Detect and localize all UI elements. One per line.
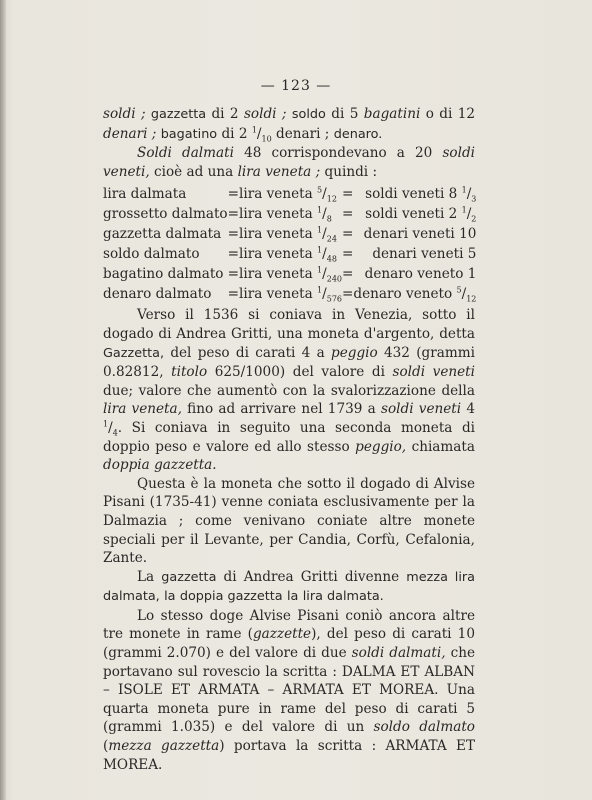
fraction-num: 1 (461, 185, 467, 195)
p1-t1: Verso il 1536 si coniava in Venezia, sotto il dogado di Andrea Gritti, una moneta d'argento, detta (103, 307, 475, 342)
page-number: — 123 — (260, 78, 332, 94)
lira-label: lira veneta (239, 266, 313, 283)
intro-s6: quindi : (324, 163, 378, 180)
table-row (103, 184, 476, 204)
p1-t10: lira veneta, (103, 401, 182, 418)
intro-w10: bagatino (160, 126, 218, 142)
p1-t20: doppia gazzetta. (103, 457, 217, 474)
intro-paragraph (103, 105, 475, 144)
venetian-value: lira veneta $^1/_{24}$ (239, 225, 337, 244)
fraction-num: 5 (317, 185, 323, 195)
p3-t8: lira dalmata. (302, 589, 384, 605)
fraction-den: 240 (326, 274, 343, 284)
fraction-num: 1 (317, 265, 323, 275)
fraction-den: 12 (326, 194, 337, 204)
intro-w14: 10 (261, 134, 272, 144)
coin-name: grossetto dalmato (103, 206, 228, 223)
p4-t3: ), del peso di carati 10 (grammi 2.070) e del valore di due (103, 626, 475, 662)
fraction-den: 576 (326, 294, 343, 304)
fraction-num: 1 (317, 205, 323, 215)
p4-t6: soldo dalmato (373, 719, 475, 736)
fraction-num: 1 (317, 245, 323, 255)
fraction-num: 1 (317, 225, 323, 235)
intro-w2: gazzetta (150, 107, 207, 122)
intro-w6: di 5 (331, 106, 359, 122)
equivalence-table (103, 184, 476, 304)
intro-w8: o di 12 (425, 106, 475, 122)
p4-t9: ) portava la scritta : ARMATA ET MOREA. (103, 738, 476, 773)
lira-label: lira veneta (239, 186, 313, 203)
table-row (103, 204, 476, 224)
intro-w12: 1 (251, 125, 257, 135)
p3-t6: doppia gazzetta (179, 589, 283, 605)
fraction-den: 48 (326, 254, 337, 264)
intro-w1: soldi ; (103, 106, 146, 122)
table-row (103, 284, 476, 304)
table-row (103, 264, 476, 284)
equals-sign: = (342, 206, 354, 223)
coin-name: denaro dalmato (103, 286, 212, 303)
intro-w9: denari ; (103, 125, 157, 142)
sub-label: denaro veneto (353, 286, 453, 303)
intro-s2: 48 corrispondevano a 20 (244, 145, 433, 162)
p1-t19: chiamata (411, 438, 475, 455)
coin-name: bagatino dalmato (103, 266, 224, 283)
sub-label: soldi veneti 8 (365, 186, 458, 203)
equals-sign: = (342, 286, 354, 303)
sub-value (353, 244, 476, 264)
p1-t9: due; valore che aumentò con la svalorizzazione della (103, 382, 475, 399)
venetian-value: lira veneta $^5/_{12}$ (239, 185, 337, 204)
sub-label: denari veneti 5 (372, 246, 477, 263)
table-row (103, 244, 476, 264)
intro-w13: / (256, 125, 262, 142)
lira-label: lira veneta (239, 286, 313, 303)
fraction-den: 8 (326, 214, 332, 224)
book-spine-shadow (0, 0, 6, 800)
p1-t13: 4 (466, 401, 475, 418)
p1-t8: soldi veneti (392, 364, 475, 381)
p4-t7: ( (103, 738, 109, 755)
sub-label: denaro veneto 1 (364, 266, 477, 283)
intro-w15: denari ; (276, 125, 330, 142)
lira-label: lira veneta (239, 206, 313, 223)
p3-t5: la (164, 589, 176, 605)
paragraph-pisani (103, 475, 475, 568)
equals-sign: = (342, 186, 354, 203)
p3-t1: La (137, 568, 155, 585)
intro-w4: soldi ; (243, 106, 287, 122)
p1-t18: peggio, (355, 438, 407, 455)
fraction-num: 1 (317, 285, 323, 295)
intro-w5: soldo (291, 107, 326, 122)
p1-t4: peggio (331, 344, 378, 361)
paragraph-gazzetta (103, 306, 475, 474)
table-row (103, 224, 476, 244)
sub-label: soldi veneti 2 (365, 206, 458, 223)
p1-t7: 625/1000) del valore di (214, 364, 385, 381)
sub-value: soldi veneti 2 $^1/_2$ (365, 205, 477, 224)
intro-s1: Soldi dalmati (137, 145, 234, 162)
sub-value: soldi veneti 8 $^1/_3$ (365, 185, 477, 204)
coin-name: lira dalmata (103, 186, 187, 203)
p1-t16: 4 (112, 428, 118, 438)
body-text (103, 105, 475, 774)
fraction-num: 1 (461, 205, 467, 215)
intro-s3: soldi veneti, (103, 145, 475, 180)
equals-sign: = (342, 226, 354, 243)
equals-sign: = (342, 266, 354, 283)
fraction-num: 5 (456, 285, 462, 295)
sub-value: denaro veneto $^5/_{12}$ (353, 285, 477, 304)
equals-sign: = (227, 226, 239, 243)
equals-sign: = (227, 186, 239, 203)
coin-name: soldo dalmato (103, 246, 200, 263)
intro-paragraph-2 (103, 144, 475, 181)
intro-s5: lira veneta ; (237, 163, 321, 180)
paragraph-conversion (103, 568, 475, 607)
p4-t1: Lo stesso doge Alvise Pisani coniò ancora altre tre monete in rame ( (103, 607, 475, 643)
fraction-den: 24 (326, 234, 337, 244)
equals-sign: = (342, 246, 354, 263)
fraction-den: 12 (466, 294, 477, 304)
p2-t1: Questa è la moneta che sotto il dogado di Alvise Pisani (1735-41) venne coniata esclusivamente per la Dalmazia ; come venivano coniate altre monete speciali per il Levante, per Candia, Corfù, Cefalonia, Zante. (103, 475, 475, 567)
lira-label: lira veneta (239, 246, 313, 263)
intro-w16: denaro. (333, 126, 383, 142)
p4-t5: che portavano sul rovescio la scritta : DALMA ET ALBAN – ISOLE ET ARMATA – ARMATA ET MOREA. Una quarta moneta pure in rame del peso di carati 5 (grammi 1.035) e del valore di un (103, 645, 475, 736)
p3-t7: la (286, 589, 299, 605)
sub-label: denari veneti 10 (363, 226, 477, 243)
intro-w7: bagatini (363, 106, 421, 122)
coin-name: gazzetta dalmata (103, 226, 222, 243)
p1-t2: Gazzetta, (103, 345, 165, 361)
p3-t4: mezza lira dalmata, (103, 569, 475, 605)
p4-t4: soldi dalmati, (351, 645, 446, 662)
p4-t2: gazzette (252, 626, 312, 643)
intro-w11: di 2 (221, 125, 248, 142)
venetian-value: lira veneta $^1/_{240}$ (239, 265, 343, 284)
sub-value (353, 224, 476, 244)
equals-sign: = (227, 286, 239, 303)
p1-t15: / (108, 419, 113, 436)
equals-sign: = (227, 266, 239, 283)
p1-t11: fino ad arrivare nel 1739 a (187, 401, 376, 418)
p3-t2: gazzetta (161, 569, 217, 585)
p4-t8: mezza gazzetta (108, 738, 220, 755)
intro-s4: cioè ad una (153, 163, 234, 180)
equals-sign: = (227, 206, 239, 223)
equals-sign: = (227, 246, 239, 263)
venetian-value: lira veneta $^1/_8$ (239, 205, 332, 224)
lira-label: lira veneta (239, 226, 313, 243)
paragraph-copper-coins (103, 607, 475, 774)
p1-t14: 1 (103, 419, 109, 429)
venetian-value: lira veneta $^1/_{576}$ (239, 285, 343, 304)
fraction-den: 2 (471, 214, 477, 224)
p1-t5: 432 (grammi 0.82812, (103, 344, 475, 381)
p1-t17: . Si coniava in seguito una seconda moneta di doppio peso e valore ed allo stesso (103, 419, 475, 455)
fraction-den: 3 (471, 194, 477, 204)
venetian-value: lira veneta $^1/_{48}$ (239, 245, 337, 264)
p3-t3: di Andrea Gritti divenne (223, 568, 400, 585)
intro-w3: di 2 (211, 106, 239, 122)
sub-value (353, 264, 476, 284)
p1-t12: soldi veneti (380, 401, 462, 418)
p1-t3: del peso di carati 4 a (170, 344, 325, 361)
p1-t6: titolo (171, 364, 208, 381)
